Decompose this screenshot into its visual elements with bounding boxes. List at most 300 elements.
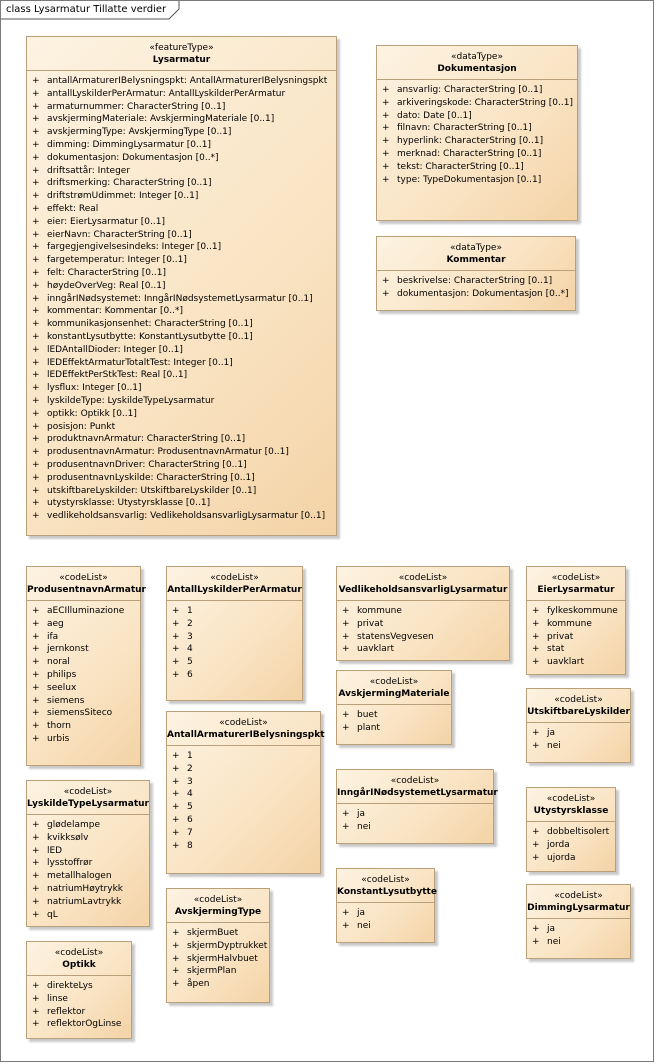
member-text: natriumLavtrykk: [47, 896, 122, 907]
public-visibility-marker: +: [32, 993, 40, 1004]
member-text: plant: [357, 722, 380, 733]
member-text: eier: EierLysarmatur [0..1]: [47, 216, 165, 227]
class-member: [27, 909, 149, 922]
member-text: privat: [547, 631, 574, 642]
member-text: kommentar: Kommentar [0..*]: [47, 306, 183, 317]
class-name: Dokumentasjon: [437, 64, 517, 74]
public-visibility-marker: +: [172, 940, 180, 951]
member-text: statensVegvesen: [357, 631, 434, 642]
public-visibility-marker: +: [342, 809, 350, 819]
public-visibility-marker: +: [32, 858, 40, 869]
public-visibility-marker: +: [32, 644, 40, 655]
class-member: [27, 695, 140, 708]
member-text: filnavn: CharacterString [0..1]: [397, 123, 532, 134]
member-text: avskjermingType: AvskjermingType [0..1]: [47, 127, 232, 138]
member-text: direkteLys: [47, 981, 93, 991]
member-text: uavklart: [547, 657, 585, 668]
class-name: AntallLyskilderPerArmatur: [167, 585, 302, 595]
class-antall-armaturer-i-belysningspkt[interactable]: [166, 711, 325, 874]
member-text: ja: [547, 728, 556, 738]
frame-title: class Lysarmatur Tillatte verdier: [6, 4, 167, 15]
class-member: [527, 631, 625, 644]
class-member: [527, 618, 625, 631]
class-member: [27, 395, 336, 408]
class-name: Optikk: [62, 960, 96, 970]
public-visibility-marker: +: [382, 276, 390, 286]
public-visibility-marker: +: [382, 161, 390, 172]
class-member: [167, 763, 320, 776]
literal-list: [527, 822, 615, 864]
class-stereotype: «codeList»: [554, 695, 603, 705]
literal-list: [167, 601, 302, 682]
member-text: 4: [187, 644, 193, 655]
class-member: [167, 669, 302, 682]
public-visibility-marker: +: [172, 814, 180, 825]
class-header: [377, 237, 575, 271]
class-stereotype: «codeList»: [219, 718, 268, 728]
class-member: [27, 190, 336, 203]
public-visibility-marker: +: [172, 618, 180, 629]
class-name: Kommentar: [446, 255, 506, 265]
public-visibility-marker: +: [32, 331, 40, 342]
class-optikk[interactable]: [26, 941, 132, 1039]
public-visibility-marker: +: [32, 485, 40, 496]
member-text: uavklart: [357, 644, 395, 655]
public-visibility-marker: +: [172, 763, 180, 774]
class-antall-lyskilder-per-armatur[interactable]: [166, 566, 303, 701]
literal-list: [27, 601, 140, 746]
member-text: driftstrømUdimmet: Integer [0..1]: [47, 191, 199, 202]
public-visibility-marker: +: [532, 728, 540, 738]
class-avskjerming-materiale[interactable]: [336, 670, 452, 745]
public-visibility-marker: +: [32, 1006, 40, 1017]
member-text: lEDEffektPerStkTest: Real [0..1]: [47, 370, 188, 381]
public-visibility-marker: +: [382, 85, 390, 95]
class-member: [27, 883, 149, 896]
class-member: [527, 839, 615, 852]
class-header: [337, 770, 498, 804]
member-text: arkiveringskode: CharacterString [0..1]: [397, 97, 573, 108]
class-member: [337, 821, 493, 834]
class-member: [377, 135, 577, 148]
public-visibility-marker: +: [382, 174, 390, 185]
class-member: [27, 1006, 131, 1019]
class-member: [27, 472, 336, 485]
public-visibility-marker: +: [32, 695, 40, 706]
public-visibility-marker: +: [172, 751, 180, 761]
public-visibility-marker: +: [32, 721, 40, 732]
member-text: produktnavnArmatur: CharacterString [0..1]: [47, 434, 246, 445]
public-visibility-marker: +: [32, 832, 40, 843]
public-visibility-marker: +: [172, 966, 180, 977]
member-text: aECIlluminazione: [47, 606, 125, 616]
class-name: AntallArmaturerIBelysningspkt: [167, 730, 325, 740]
member-text: reflektor: [47, 1006, 86, 1017]
class-member: [27, 126, 336, 139]
class-member: [337, 618, 509, 631]
class-member: [167, 618, 302, 631]
member-text: høydeOverVeg: Real [0..1]: [47, 280, 166, 291]
class-utystyrsklasse[interactable]: [526, 787, 616, 872]
literal-list: [337, 705, 451, 735]
class-stereotype: «codeList»: [398, 573, 448, 583]
member-text: 6: [187, 669, 193, 680]
class-stereotype: «featureType»: [149, 43, 214, 53]
member-text: 6: [187, 814, 193, 825]
class-member: [27, 139, 336, 152]
member-text: utskiftbareLyskilder: UtskiftbareLyskilder [0..1]: [47, 485, 257, 496]
public-visibility-marker: +: [32, 845, 40, 856]
class-header: [27, 37, 336, 71]
class-lyskilde-type-lysarmatur[interactable]: [26, 780, 150, 927]
class-header: [167, 889, 269, 923]
public-visibility-marker: +: [32, 883, 40, 894]
member-text: ansvarlig: CharacterString [0..1]: [397, 85, 543, 95]
member-text: lEDAntallDioder: Integer [0..1]: [47, 344, 183, 355]
public-visibility-marker: +: [32, 618, 40, 629]
member-text: noral: [47, 657, 70, 668]
class-header: [527, 788, 615, 822]
member-text: dato: Date [0..1]: [397, 110, 472, 121]
class-stereotype: «dataType»: [450, 243, 502, 253]
class-member: [27, 382, 336, 395]
class-member: [27, 733, 140, 746]
member-text: antallArmaturerIBelysningspkt: AntallArmaturerIBelysningspkt: [47, 76, 328, 86]
member-text: nei: [357, 920, 371, 931]
member-text: kommune: [357, 606, 402, 616]
member-text: avskjermingMateriale: AvskjermingMateriale [0..1]: [47, 114, 275, 125]
class-stereotype: «codeList»: [59, 573, 108, 583]
public-visibility-marker: +: [532, 740, 540, 751]
public-visibility-marker: +: [342, 908, 350, 918]
class-member: [27, 305, 336, 318]
public-visibility-marker: +: [172, 827, 180, 838]
class-member: [27, 682, 140, 695]
class-name: VedlikeholdsansvarligLysarmatur: [338, 585, 508, 595]
class-member: [377, 97, 577, 110]
public-visibility-marker: +: [32, 511, 40, 522]
class-eier-lysarmatur[interactable]: [526, 566, 626, 675]
member-text: antallLyskilderPerArmatur: AntallLyskilderPerArmatur: [47, 88, 286, 99]
member-text: 5: [187, 657, 193, 668]
class-member: [27, 344, 336, 357]
member-text: skjermHalvbuet: [187, 953, 258, 964]
frame-tab: [1, 1, 179, 19]
class-lysarmatur[interactable]: [26, 36, 337, 536]
class-member: [27, 618, 140, 631]
member-text: fargetemperatur: Integer [0..1]: [47, 255, 187, 266]
member-text: lysflux: Integer [0..1]: [47, 383, 142, 394]
member-text: felt: CharacterString [0..1]: [47, 267, 166, 278]
public-visibility-marker: +: [32, 383, 40, 394]
class-stereotype: «codeList»: [63, 787, 113, 797]
class-name: KonstantLysutbytte: [337, 887, 437, 897]
class-member: [27, 75, 336, 88]
class-name: AvskjermingMateriale: [338, 689, 450, 699]
class-member: [27, 993, 131, 1006]
member-text: dokumentasjon: Dokumentasjon [0..*]: [397, 288, 569, 299]
member-text: tekst: CharacterString [0..1]: [397, 161, 524, 172]
literal-list: [337, 804, 493, 834]
member-text: seelux: [47, 682, 77, 693]
member-text: dokumentasjon: Dokumentasjon [0..*]: [47, 152, 219, 163]
public-visibility-marker: +: [532, 644, 540, 655]
class-name: Utystyrsklasse: [533, 806, 609, 816]
public-visibility-marker: +: [382, 110, 390, 121]
class-member: [337, 605, 509, 618]
class-member: [27, 357, 336, 370]
class-member: [27, 485, 336, 498]
attribute-list: [377, 271, 575, 301]
public-visibility-marker: +: [32, 472, 40, 483]
class-member: [27, 165, 336, 178]
public-visibility-marker: +: [32, 421, 40, 432]
member-text: lysstoffrør: [47, 858, 93, 869]
public-visibility-marker: +: [32, 669, 40, 680]
member-text: inngårINødsystemet: InngårINødsystemetLysarmatur [0..1]: [47, 293, 313, 304]
public-visibility-marker: +: [342, 821, 350, 832]
public-visibility-marker: +: [342, 710, 350, 720]
public-visibility-marker: +: [32, 178, 40, 189]
member-text: nei: [547, 740, 561, 751]
class-member: [27, 857, 149, 870]
class-member: [527, 605, 625, 618]
member-text: siemens: [47, 695, 85, 706]
class-member: [527, 936, 630, 949]
public-visibility-marker: +: [32, 152, 40, 163]
class-member: [27, 446, 336, 459]
member-text: buet: [357, 710, 378, 720]
member-text: aeg: [47, 618, 64, 629]
public-visibility-marker: +: [342, 606, 350, 616]
public-visibility-marker: +: [32, 101, 40, 112]
member-text: urbis: [47, 733, 70, 744]
class-member: [527, 643, 625, 656]
public-visibility-marker: +: [342, 618, 350, 629]
class-name: LyskildeTypeLysarmatur: [27, 799, 149, 809]
class-kommentar[interactable]: [376, 236, 576, 311]
member-text: type: TypeDokumentasjon [0..1]: [397, 174, 542, 185]
public-visibility-marker: +: [32, 498, 40, 509]
class-member: [27, 318, 336, 331]
class-member: [27, 280, 336, 293]
literal-list: [527, 601, 625, 669]
member-text: armaturnummer: CharacterString [0..1]: [47, 101, 226, 112]
public-visibility-marker: +: [382, 123, 390, 134]
public-visibility-marker: +: [32, 139, 40, 150]
class-member: [27, 433, 336, 446]
class-stereotype: «codeList»: [369, 677, 419, 687]
public-visibility-marker: +: [32, 909, 40, 920]
public-visibility-marker: +: [342, 631, 350, 642]
member-text: produsentnavnLyskilde: CharacterString [0..1]: [47, 472, 255, 483]
public-visibility-marker: +: [32, 733, 40, 744]
member-text: vedlikeholdsansvarlig: VedlikeholdsansvarligLysarmatur [0..1]: [47, 511, 326, 522]
class-member: [27, 369, 336, 382]
class-member: [337, 808, 493, 821]
class-member: [167, 656, 302, 669]
class-inngar-i-nodsystemet-lysarmatur[interactable]: [336, 769, 498, 844]
member-text: 1: [187, 606, 193, 616]
class-dokumentasjon[interactable]: [376, 45, 578, 221]
member-text: 4: [187, 789, 193, 800]
class-avskjerming-type[interactable]: [166, 888, 270, 1003]
public-visibility-marker: +: [32, 127, 40, 138]
public-visibility-marker: +: [32, 114, 40, 125]
public-visibility-marker: +: [32, 165, 40, 176]
member-text: driftsmerking: CharacterString [0..1]: [47, 178, 212, 189]
class-member: [27, 216, 336, 229]
class-header: [337, 671, 451, 705]
member-text: 1: [187, 751, 193, 761]
public-visibility-marker: +: [172, 669, 180, 680]
class-member: [27, 1018, 131, 1031]
class-vedlikeholdsansvarlig-lysarmatur[interactable]: [336, 566, 510, 661]
attribute-list: [27, 71, 336, 523]
class-name: InngårINødsystemetLysarmatur: [337, 788, 498, 798]
class-member: [527, 740, 630, 753]
class-member: [167, 978, 269, 991]
class-member: [27, 408, 336, 421]
class-member: [27, 101, 336, 114]
member-text: linse: [47, 993, 68, 1004]
class-member: [527, 656, 625, 669]
class-header: [27, 781, 149, 815]
class-stereotype: «codeList»: [554, 891, 603, 901]
public-visibility-marker: +: [172, 789, 180, 800]
member-text: nei: [357, 821, 371, 832]
class-name: EierLysarmatur: [537, 585, 615, 595]
public-visibility-marker: +: [32, 631, 40, 642]
class-utskiftbare-lyskilder[interactable]: [526, 688, 631, 763]
class-member: [377, 84, 577, 97]
class-member: [27, 229, 336, 242]
class-header: [337, 567, 509, 601]
member-text: optikk: Optikk [0..1]: [47, 408, 137, 419]
class-header: [27, 567, 146, 601]
public-visibility-marker: +: [172, 840, 180, 851]
member-text: fylkeskommune: [547, 606, 618, 616]
class-member: [167, 814, 320, 827]
class-member: [337, 920, 434, 933]
class-name: Lysarmatur: [152, 55, 211, 65]
public-visibility-marker: +: [32, 293, 40, 304]
member-text: siemensSiteco: [47, 708, 113, 719]
public-visibility-marker: +: [382, 148, 390, 159]
public-visibility-marker: +: [532, 618, 540, 629]
member-text: 2: [187, 763, 193, 774]
member-text: stat: [547, 644, 565, 655]
class-member: [27, 152, 336, 165]
member-text: metallhalogen: [47, 871, 112, 882]
class-member: [167, 953, 269, 966]
public-visibility-marker: +: [382, 97, 390, 108]
member-text: ujorda: [547, 852, 576, 863]
class-member: [377, 174, 577, 187]
class-member: [27, 113, 336, 126]
class-member: [337, 709, 451, 722]
class-member: [377, 288, 575, 301]
literal-list: [27, 815, 149, 921]
public-visibility-marker: +: [342, 644, 350, 655]
member-text: konstantLysutbytte: KonstantLysutbytte [0..1]: [47, 331, 253, 342]
public-visibility-marker: +: [32, 459, 40, 470]
member-text: skjermBuet: [187, 928, 239, 938]
class-member: [27, 241, 336, 254]
class-dimming-lysarmatur[interactable]: [526, 884, 631, 959]
class-stereotype: «codeList»: [390, 776, 440, 786]
public-visibility-marker: +: [32, 682, 40, 693]
literal-list: [337, 601, 509, 656]
public-visibility-marker: +: [32, 267, 40, 278]
member-text: nei: [547, 936, 561, 947]
class-produsentnavn-armatur[interactable]: [26, 566, 146, 766]
public-visibility-marker: +: [172, 953, 180, 964]
class-stereotype: «dataType»: [451, 52, 503, 62]
literal-list: [337, 903, 434, 933]
class-stereotype: «codeList»: [54, 948, 104, 958]
class-member: [167, 750, 320, 763]
class-member: [527, 727, 630, 740]
class-member: [27, 497, 336, 510]
literal-list: [527, 723, 630, 753]
member-text: 7: [187, 827, 193, 838]
class-member: [167, 940, 269, 953]
class-stereotype: «codeList»: [361, 875, 410, 885]
class-member: [337, 722, 451, 735]
public-visibility-marker: +: [172, 606, 180, 616]
public-visibility-marker: +: [532, 852, 540, 863]
class-member: [337, 643, 509, 656]
class-name: DimmingLysarmatur: [527, 903, 630, 913]
class-member: [167, 776, 320, 789]
class-member: [27, 421, 336, 434]
class-member: [27, 254, 336, 267]
class-member: [27, 656, 140, 669]
class-member: [167, 840, 320, 853]
class-member: [527, 826, 615, 839]
class-header: [337, 869, 437, 903]
class-header: [167, 712, 325, 746]
public-visibility-marker: +: [32, 708, 40, 719]
public-visibility-marker: +: [32, 306, 40, 317]
member-text: ja: [357, 809, 366, 819]
public-visibility-marker: +: [32, 1019, 40, 1030]
class-member: [27, 845, 149, 858]
member-text: produsentnavnArmatur: ProdusentnavnArmatur [0..1]: [47, 447, 289, 458]
public-visibility-marker: +: [532, 606, 540, 616]
class-member: [27, 870, 149, 883]
public-visibility-marker: +: [532, 631, 540, 642]
member-text: merknad: CharacterString [0..1]: [397, 148, 542, 159]
member-text: ja: [357, 908, 366, 918]
member-text: philips: [47, 669, 77, 680]
public-visibility-marker: +: [32, 344, 40, 355]
public-visibility-marker: +: [532, 657, 540, 668]
public-visibility-marker: +: [32, 255, 40, 266]
member-text: ifa: [47, 631, 59, 642]
member-text: utystyrsklasse: Utystyrsklasse [0..1]: [47, 498, 211, 509]
public-visibility-marker: +: [32, 820, 40, 830]
member-text: 8: [187, 840, 193, 851]
public-visibility-marker: +: [32, 216, 40, 227]
class-konstant-lysutbytte[interactable]: [336, 868, 435, 943]
public-visibility-marker: +: [32, 370, 40, 381]
public-visibility-marker: +: [172, 979, 180, 990]
class-member: [27, 896, 149, 909]
public-visibility-marker: +: [172, 631, 180, 642]
class-name: UtskiftbareLyskilder: [527, 707, 630, 717]
